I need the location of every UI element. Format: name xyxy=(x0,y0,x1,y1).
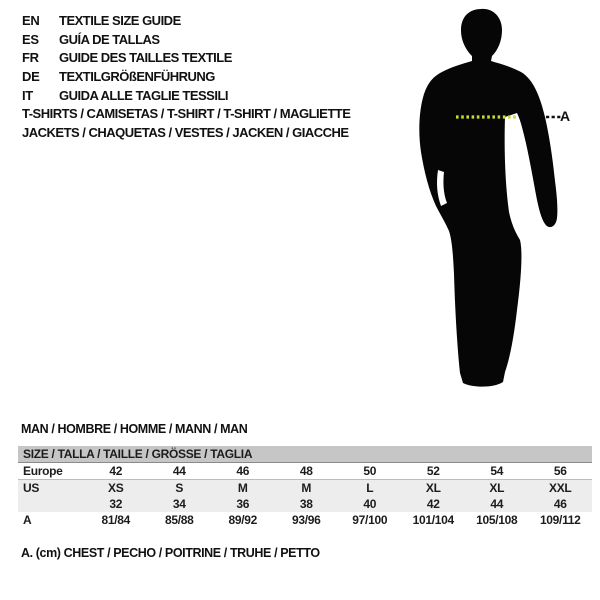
man-silhouette-figure xyxy=(408,0,582,398)
size-value-cell: 40 xyxy=(363,497,377,511)
language-row-it xyxy=(22,87,232,106)
table-row xyxy=(18,463,592,480)
size-value-cell: 38 xyxy=(299,497,313,511)
language-title: TEXTILGRÖßENFÜHRUNG xyxy=(59,69,215,85)
language-code: IT xyxy=(22,87,33,103)
size-value-cell: 56 xyxy=(529,463,593,480)
table-row xyxy=(18,496,592,512)
row-label-cell: US xyxy=(23,481,40,495)
size-value-cell: 93/96 xyxy=(291,513,321,527)
size-value-cell: 101/104 xyxy=(412,513,454,527)
garment-line-tshirts: T-SHIRTS / CAMISETAS / T-SHIRT / T-SHIRT / MAGLIETTE xyxy=(22,106,351,121)
size-value-cell: XXL xyxy=(549,481,572,495)
measurement-footnote: A. (cm) CHEST / PECHO / POITRINE / TRUHE / PETTO xyxy=(21,546,320,560)
language-title: GUIDA ALLE TAGLIE TESSILI xyxy=(59,87,229,103)
size-value-cell: 32 xyxy=(109,497,123,511)
language-guide-list xyxy=(22,12,232,106)
size-value-cell: 50 xyxy=(338,463,402,480)
size-value-cell: 42 xyxy=(84,463,148,480)
size-value-cell: 46 xyxy=(211,463,275,480)
size-value-cell: XL xyxy=(489,481,505,495)
section-title-man: MAN / HOMBRE / HOMME / MANN / MAN xyxy=(21,422,248,436)
size-value-cell: 52 xyxy=(402,463,466,480)
size-value-cell: 85/88 xyxy=(164,513,194,527)
language-code: DE xyxy=(22,69,40,85)
size-table-header: SIZE / TALLA / TAILLE / GRÖSSE / TAGLIA xyxy=(18,446,592,463)
size-value-cell: 36 xyxy=(236,497,250,511)
language-title: TEXTILE SIZE GUIDE xyxy=(59,13,181,28)
table-row xyxy=(18,480,592,497)
size-value-cell: 42 xyxy=(426,497,440,511)
size-value-cell: 105/108 xyxy=(476,513,518,527)
language-title: GUIDE DES TAILLES TEXTILE xyxy=(59,50,232,66)
size-value-cell: 44 xyxy=(148,463,212,480)
size-value-cell: 54 xyxy=(465,463,529,480)
size-value-cell: S xyxy=(175,481,184,495)
row-label-cell: A xyxy=(23,513,32,527)
size-value-cell: XS xyxy=(108,481,124,495)
size-value-cell: 89/92 xyxy=(228,513,258,527)
language-code: FR xyxy=(22,50,39,66)
language-row-fr xyxy=(22,49,232,68)
measurement-a-label: A xyxy=(560,108,571,124)
language-row-de xyxy=(22,68,232,87)
size-value-cell: 97/100 xyxy=(352,513,388,527)
size-table-grid xyxy=(18,463,592,528)
garment-types xyxy=(22,104,350,142)
table-row xyxy=(18,512,592,528)
size-value-cell: M xyxy=(237,481,248,495)
size-value-cell: M xyxy=(301,481,312,495)
size-value-cell: 46 xyxy=(553,497,567,511)
size-value-cell: 81/84 xyxy=(101,513,131,527)
language-row-en xyxy=(22,12,232,31)
garment-line-jackets: JACKETS / CHAQUETAS / VESTES / JACKEN / GIACCHE xyxy=(22,125,349,140)
language-row-es xyxy=(22,31,232,50)
row-label-cell xyxy=(18,496,84,512)
size-value-cell: XL xyxy=(425,481,441,495)
size-value-cell: 48 xyxy=(275,463,339,480)
row-label-cell: Europe xyxy=(18,463,84,480)
size-value-cell: L xyxy=(366,481,374,495)
size-table xyxy=(18,446,592,528)
size-value-cell: 109/112 xyxy=(539,513,581,527)
size-value-cell: 44 xyxy=(490,497,504,511)
language-code: EN xyxy=(22,13,40,28)
language-title: GUÍA DE TALLAS xyxy=(59,31,160,47)
size-value-cell: 34 xyxy=(172,497,186,511)
language-code: ES xyxy=(22,31,39,47)
